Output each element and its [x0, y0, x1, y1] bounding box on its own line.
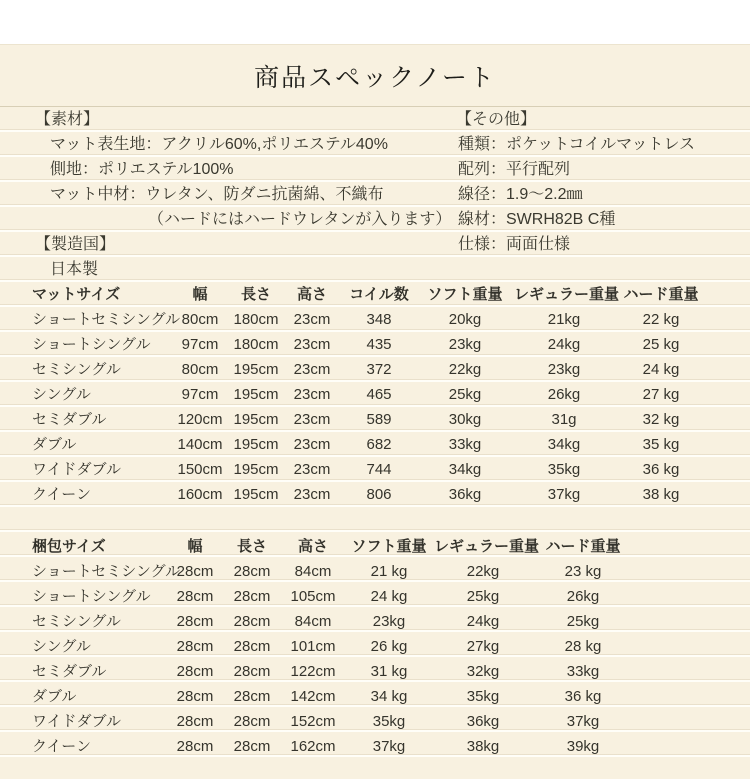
table-cell: 25kg: [566, 613, 600, 630]
country-heading: 【製造国】: [35, 236, 116, 253]
table-cell: 80cm: [181, 311, 219, 328]
table-cell: 28cm: [233, 638, 271, 655]
table-cell: 22 kg: [642, 311, 680, 328]
table-cell: 589: [366, 411, 392, 428]
table-cell: 24kg: [547, 336, 581, 353]
table-cell: ショートシングル: [32, 588, 151, 605]
table-row: [30, 559, 632, 584]
table-cell: 23cm: [293, 411, 331, 428]
table-cell: 23cm: [293, 486, 331, 503]
table-cell: 28cm: [233, 563, 271, 580]
table-cell: 24kg: [466, 613, 500, 630]
table-cell: 120cm: [177, 411, 223, 428]
table-row: [30, 684, 632, 709]
column-header: 幅: [187, 538, 203, 555]
table-cell: ショートセミシングル: [32, 563, 181, 580]
table-cell: 28cm: [233, 688, 271, 705]
country-value: 日本製: [50, 261, 99, 278]
other-heading: 【その他】: [456, 111, 537, 128]
material-line: マット中材：ウレタン、防ダニ抗菌綿、不織布: [50, 186, 384, 203]
table-cell: 84cm: [294, 563, 332, 580]
table-cell: 37kg: [372, 738, 406, 755]
table-cell: 34 kg: [370, 688, 408, 705]
table-cell: 23 kg: [564, 563, 602, 580]
table-cell: 160cm: [177, 486, 223, 503]
table-cell: 36 kg: [564, 688, 602, 705]
table-row: [30, 382, 706, 407]
table-row: [30, 332, 706, 357]
table-cell: 150cm: [177, 461, 223, 478]
table-cell: 33kg: [448, 436, 482, 453]
table-cell: 25 kg: [642, 336, 680, 353]
table-cell: 180cm: [233, 311, 279, 328]
table-cell: 195cm: [233, 411, 279, 428]
column-header: ソフト重量: [351, 538, 427, 555]
table-gap: [0, 507, 750, 534]
other-column: [448, 107, 750, 282]
table-cell: 39kg: [566, 738, 600, 755]
table-cell: 180cm: [233, 336, 279, 353]
title-block: [0, 45, 750, 107]
table-cell: 28cm: [176, 663, 214, 680]
column-header: 高さ: [297, 538, 328, 555]
table-cell: 23cm: [293, 336, 331, 353]
table-cell: 465: [366, 386, 392, 403]
column-header: コイル数: [349, 286, 409, 303]
table-cell: 28cm: [176, 563, 214, 580]
table-cell: 35kg: [372, 713, 406, 730]
table-cell: 348: [366, 311, 392, 328]
table-cell: 23cm: [293, 461, 331, 478]
table-cell: ダブル: [32, 688, 77, 705]
table-cell: 26 kg: [370, 638, 408, 655]
table-cell: 23cm: [293, 311, 331, 328]
table-cell: 37kg: [547, 486, 581, 503]
table-cell: 195cm: [233, 361, 279, 378]
table-cell: 195cm: [233, 386, 279, 403]
column-header: 高さ: [296, 286, 327, 303]
spec-content: [0, 107, 750, 779]
table-cell: ダブル: [32, 436, 77, 453]
table-header-row: [30, 534, 632, 559]
table-header-row: [30, 282, 706, 307]
table-cell: ワイドダブル: [32, 713, 121, 730]
table-cell: 28cm: [233, 663, 271, 680]
package-size-table: [30, 534, 632, 759]
table-cell: 195cm: [233, 461, 279, 478]
table-cell: セミダブル: [32, 663, 107, 680]
table-cell: 101cm: [290, 638, 336, 655]
table-cell: 23cm: [293, 436, 331, 453]
table-cell: 28cm: [176, 588, 214, 605]
mattress-size-table: [30, 282, 706, 507]
table-cell: ワイドダブル: [32, 461, 121, 478]
table-cell: 36kg: [448, 486, 482, 503]
material-heading: 【素材】: [35, 111, 100, 128]
table-cell: 195cm: [233, 486, 279, 503]
column-header: 長さ: [240, 286, 271, 303]
material-note: （ハードにはハードウレタンが入ります）: [148, 211, 452, 228]
table-cell: 31 kg: [370, 663, 408, 680]
material-line: マット表生地：アクリル60%,ポリエステル40%: [50, 136, 388, 153]
table-cell: 35kg: [547, 461, 581, 478]
table-row: [30, 432, 706, 457]
table-cell: セミシングル: [32, 361, 121, 378]
table-row: [30, 659, 632, 684]
table-cell: 35kg: [466, 688, 500, 705]
table-cell: 682: [366, 436, 392, 453]
column-header: 長さ: [236, 538, 267, 555]
table-cell: 38 kg: [642, 486, 680, 503]
table-row: [30, 457, 706, 482]
table-cell: 23kg: [448, 336, 482, 353]
table-row: [30, 734, 632, 759]
info-columns: [0, 107, 750, 282]
column-header: 幅: [192, 286, 208, 303]
table-cell: 435: [366, 336, 392, 353]
table-cell: 152cm: [290, 713, 336, 730]
table-cell: 97cm: [181, 336, 219, 353]
table-cell: 34kg: [547, 436, 581, 453]
table-cell: 35 kg: [642, 436, 680, 453]
table-cell: 806: [366, 486, 392, 503]
column-header: 梱包サイズ: [32, 538, 106, 555]
table-cell: 23kg: [372, 613, 406, 630]
table-cell: 23cm: [293, 386, 331, 403]
table-cell: 24 kg: [642, 361, 680, 378]
table-cell: 20kg: [448, 311, 482, 328]
table-cell: 28 kg: [564, 638, 602, 655]
table-row: [30, 357, 706, 382]
table-cell: 84cm: [294, 613, 332, 630]
column-header: マットサイズ: [32, 286, 121, 303]
table-cell: 30kg: [448, 411, 482, 428]
table-cell: 21kg: [547, 311, 581, 328]
table-cell: 32 kg: [642, 411, 680, 428]
table-cell: 25kg: [448, 386, 482, 403]
table-cell: 27 kg: [642, 386, 680, 403]
table-row: [30, 407, 706, 432]
other-line: 仕様：両面仕様: [458, 236, 571, 253]
table-cell: 142cm: [290, 688, 336, 705]
table-row: [30, 609, 632, 634]
table-cell: 122cm: [290, 663, 336, 680]
other-line: 線材：SWRH82B C種: [458, 211, 616, 228]
table-cell: 26kg: [566, 588, 600, 605]
table-cell: 31g: [551, 411, 577, 428]
table-cell: セミシングル: [32, 613, 121, 630]
table-cell: ショートセミシングル: [32, 311, 181, 328]
column-header: レギュラー重量: [434, 538, 540, 555]
table-cell: 28cm: [233, 738, 271, 755]
table-cell: 37kg: [566, 713, 600, 730]
table-row: [30, 482, 706, 507]
table-cell: 28cm: [176, 713, 214, 730]
table-cell: 97cm: [181, 386, 219, 403]
table-row: [30, 634, 632, 659]
table-cell: セミダブル: [32, 411, 107, 428]
table-cell: 24 kg: [370, 588, 408, 605]
table-cell: 27kg: [466, 638, 500, 655]
table-cell: 23cm: [293, 361, 331, 378]
column-header: ハード重量: [623, 286, 699, 303]
table-cell: 34kg: [448, 461, 482, 478]
table-cell: シングル: [32, 638, 91, 655]
table-cell: 140cm: [177, 436, 223, 453]
table-cell: 25kg: [466, 588, 500, 605]
table-cell: 26kg: [547, 386, 581, 403]
column-header: ソフト重量: [427, 286, 503, 303]
table-cell: ショートシングル: [32, 336, 151, 353]
table-cell: 21 kg: [370, 563, 408, 580]
table-cell: 28cm: [233, 713, 271, 730]
table-cell: 22kg: [466, 563, 500, 580]
table-row: [30, 584, 632, 609]
table-row: [30, 307, 706, 332]
table-cell: 28cm: [176, 738, 214, 755]
table-cell: 36 kg: [642, 461, 680, 478]
table-cell: 33kg: [566, 663, 600, 680]
spec-sheet: [0, 44, 750, 779]
table-cell: 162cm: [290, 738, 336, 755]
table-row: [30, 709, 632, 734]
table-cell: シングル: [32, 386, 91, 403]
table-cell: 80cm: [181, 361, 219, 378]
table-cell: 22kg: [448, 361, 482, 378]
material-line: 側地：ポリエステル100%: [50, 161, 234, 178]
column-header: ハード重量: [545, 538, 621, 555]
table-cell: 36kg: [466, 713, 500, 730]
page-title: 商品スペックノート: [254, 63, 496, 92]
table-cell: 28cm: [233, 588, 271, 605]
table-cell: クイーン: [32, 486, 91, 503]
table-cell: 23kg: [547, 361, 581, 378]
material-and-country-column: [0, 107, 452, 282]
table-cell: 38kg: [466, 738, 500, 755]
table-cell: 195cm: [233, 436, 279, 453]
table-cell: 28cm: [233, 613, 271, 630]
table-cell: 372: [366, 361, 392, 378]
table-cell: 28cm: [176, 613, 214, 630]
table-cell: 32kg: [466, 663, 500, 680]
table-cell: 28cm: [176, 688, 214, 705]
table-cell: クイーン: [32, 738, 91, 755]
other-line: 線径：1.9〜2.2㎜: [458, 186, 583, 203]
top-white-margin: [0, 0, 750, 44]
other-line: 配列：平行配列: [458, 161, 571, 178]
table-cell: 105cm: [290, 588, 336, 605]
table-cell: 744: [366, 461, 392, 478]
column-header: レギュラー重量: [514, 286, 620, 303]
table-cell: 28cm: [176, 638, 214, 655]
other-line: 種類：ポケットコイルマットレス: [458, 136, 695, 153]
